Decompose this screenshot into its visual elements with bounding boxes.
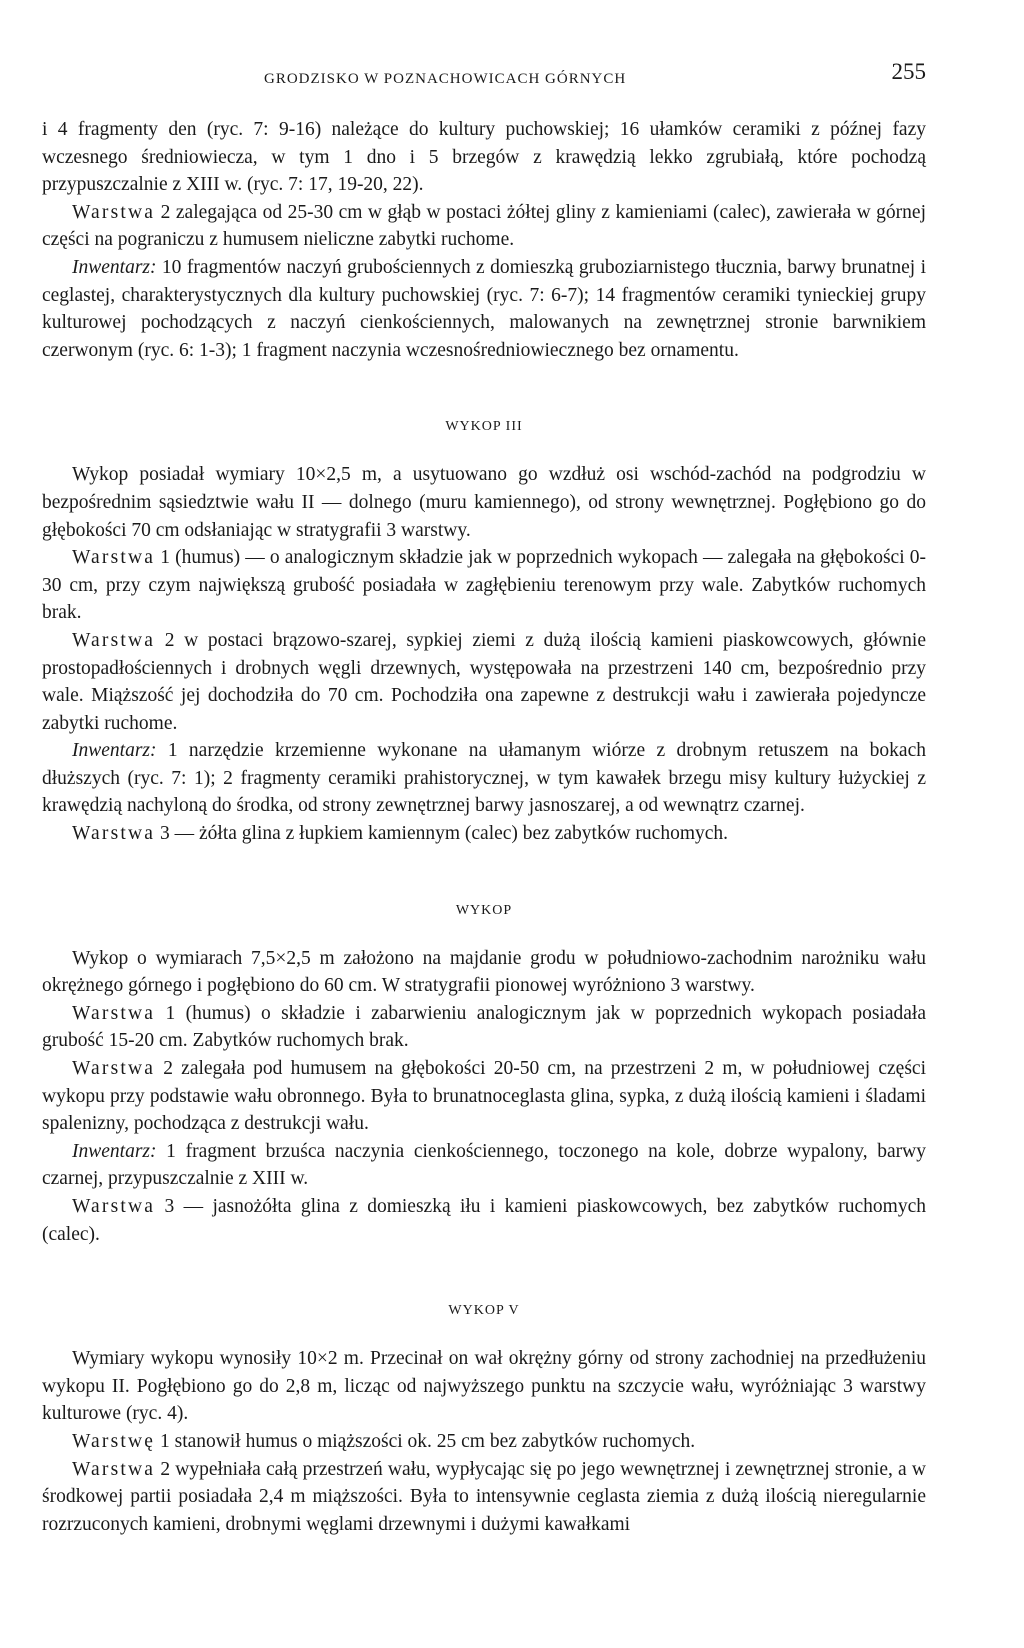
paragraph-text: 2 wypełniała całą przestrzeń wału, wypłycając się po jego wewnętrznej i zewnętrznej stronie, a w środkowej partii posiadała 2,4 m miąższości. Była to intensywnie ceglasta ziemia z dużą ilością nieregularnie rozrzuconych kamieni, drobnymi węglami drzewnymi i dużymi kawałkami <box>42 1458 926 1535</box>
paragraph <box>42 116 926 199</box>
paragraph <box>42 1428 926 1456</box>
layer-label: Warstwa <box>72 823 156 845</box>
inventory-label: Inwentarz: <box>72 740 157 762</box>
paragraph <box>42 737 926 820</box>
layer-label: Warstwa <box>72 547 156 569</box>
body-text <box>42 116 926 1538</box>
text-section <box>42 116 926 364</box>
section-heading: WYKOP V <box>448 1303 520 1319</box>
paragraph <box>42 199 926 254</box>
paragraph-text: Wykop posiadał wymiary 10×2,5 m, a usytuowano go wzdłuż osi wschód-zachód na podgrodziu w bezpośrednim sąsiedztwie wału II — dolnego (muru kamiennego), od strony wewnętrznej. Pogłębiono go do głębokości 70 cm odsłaniając w stratygrafii 3 warstwy. <box>42 464 926 541</box>
paragraph-text: 1 fragment brzuśca naczynia cienkościennego, toczonego na kole, dobrze wypalony, barwy czarnej, przypuszczalnie z XIII w. <box>42 1140 926 1190</box>
paragraph <box>42 461 926 544</box>
layer-label: Warstwa <box>72 629 156 651</box>
paragraph <box>42 254 926 364</box>
page-header <box>42 58 926 88</box>
paragraph <box>42 1000 926 1055</box>
paragraph-text: 1 (humus) o składzie i zabarwieniu analogicznym jak w poprzednich wykopach posiadała grubość 15-20 cm. Zabytków ruchomych brak. <box>42 1002 926 1052</box>
inventory-label: Inwentarz: <box>72 256 157 278</box>
paragraph <box>42 820 926 848</box>
text-section <box>42 414 926 847</box>
paragraph <box>42 1193 926 1248</box>
paragraph <box>42 1055 926 1138</box>
inventory-label: Inwentarz: <box>72 1140 157 1162</box>
section-heading: WYKOP <box>455 902 513 918</box>
paragraph-text: 3 — żółta glina z łupkiem kamiennym (calec) bez zabytków ruchomych. <box>155 823 729 845</box>
paragraph-text: 1 stanowił humus o miąższości ok. 25 cm bez zabytków ruchomych. <box>155 1430 696 1452</box>
paragraph-text: 2 zalegała pod humusem na głębokości 20-50 cm, na przestrzeni 2 m, w południowej części wykopu przy podstawie wału obronnego. Była to brunatnoceglasta glina, sypka, z dużą ilością kamieni i śladami spalenizny, pochodząca z destrukcji wału. <box>42 1058 926 1135</box>
paragraph-text: 2 zalegająca od 25-30 cm w głąb w postaci żółtej gliny z kamieniami (calec), zawierała w górnej części na pograniczu z humusem nieliczne zabytki ruchome. <box>42 201 926 251</box>
paragraph-text: Wykop o wymiarach 7,5×2,5 m założono na majdanie grodu w południowo-zachodnim narożniku wału okrężnego górnego i pogłębiono do 60 cm. W stratygrafii pionowej wyróżniono 3 warstwy. <box>42 947 926 997</box>
paragraph-text: Wymiary wykopu wynosiły 10×2 m. Przecinał on wał okrężny górny od strony zachodniej na przedłużeniu wykopu II. Pogłębiono go do 2,8 m, licząc od najwyższego punktu na szczycie wału, wyróżniając 3 warstwy kulturowe (ryc. 4). <box>42 1348 926 1425</box>
layer-label: Warstwa <box>72 201 156 223</box>
layer-label: Warstwę <box>72 1430 156 1452</box>
paragraph <box>42 1456 926 1539</box>
text-section <box>42 898 926 1249</box>
paragraph-text: 3 — jasnożółta glina z domieszką iłu i kamieni piaskowcowych, bez zabytków ruchomych (calec). <box>42 1196 926 1245</box>
paragraph <box>42 544 926 627</box>
section-heading: WYKOP III <box>445 419 523 435</box>
paragraph-text: 2 w postaci brązowo-szarej, sypkiej ziemi z dużą ilością kamieni piaskowcowych, głównie prostopadłościennych i drobnych węgli drzewnych, występowała na przestrzeni 140 cm, bezpośrednio przy wale. Miąższość jej dochodziła do 70 cm. Pochodziła ona zapewne z destrukcji wału i zawierała pojedyncze zabytki ruchome. <box>42 629 926 734</box>
layer-label: Warstwa <box>72 1058 156 1080</box>
page-number: 255 <box>891 59 926 84</box>
text-section <box>42 1298 926 1538</box>
running-title: GRODZISKO W POZNACHOWICACH GÓRNYCH <box>264 71 627 87</box>
paragraph-text: 1 (humus) — o analogicznym składzie jak w poprzednich wykopach — zalegała na głębokości 0-30 cm, przy czym największą grubość posiadała w zagłębieniu terenowym przy wale. Zabytków ruchomych brak. <box>42 547 926 624</box>
paragraph <box>42 945 926 1000</box>
paragraph <box>42 1345 926 1428</box>
paragraph-text: i 4 fragmenty den (ryc. 7: 9-16) należące do kultury puchowskiej; 16 ułamków ceramiki z późnej fazy wczesnego średniowiecza, w tym 1 dno i 5 brzegów z krawędzią lekko zgrubiałą, które pochodzą przypuszczalnie z XIII w. (ryc. 7: 17, 19-20, 22). <box>42 119 926 196</box>
layer-label: Warstwa <box>72 1458 156 1480</box>
layer-label: Warstwa <box>72 1196 156 1217</box>
paragraph <box>42 627 926 737</box>
paragraph-text: 1 narzędzie krzemienne wykonane na ułamanym wiórze z drobnym retuszem na bokach dłuższych (ryc. 7: 1); 2 fragmenty ceramiki prahistorycznej, w tym kawałek brzegu misy kultury łużyckiej z krawędzią nachyloną do środka, od strony zewnętrznej barwy jasnoszarej, a od wewnątrz czarnej. <box>42 740 926 817</box>
paragraph-text: 10 fragmentów naczyń grubościennych z domieszką gruboziarnistego tłucznia, barwy brunatnej i ceglastej, charakterystycznych dla kultury puchowskiej (ryc. 7: 6-7); 14 fragmentów ceramiki tynieckiej grupy kulturowej pochodzących z naczyń cienkościennych, malowanych na zewnętrznej stronie barwnikiem czerwonym (ryc. 6: 1-3); 1 fragment naczynia wczesnośredniowiecznego bez ornamentu. <box>42 256 926 361</box>
paragraph <box>42 1138 926 1193</box>
layer-label: Warstwa <box>72 1002 156 1024</box>
